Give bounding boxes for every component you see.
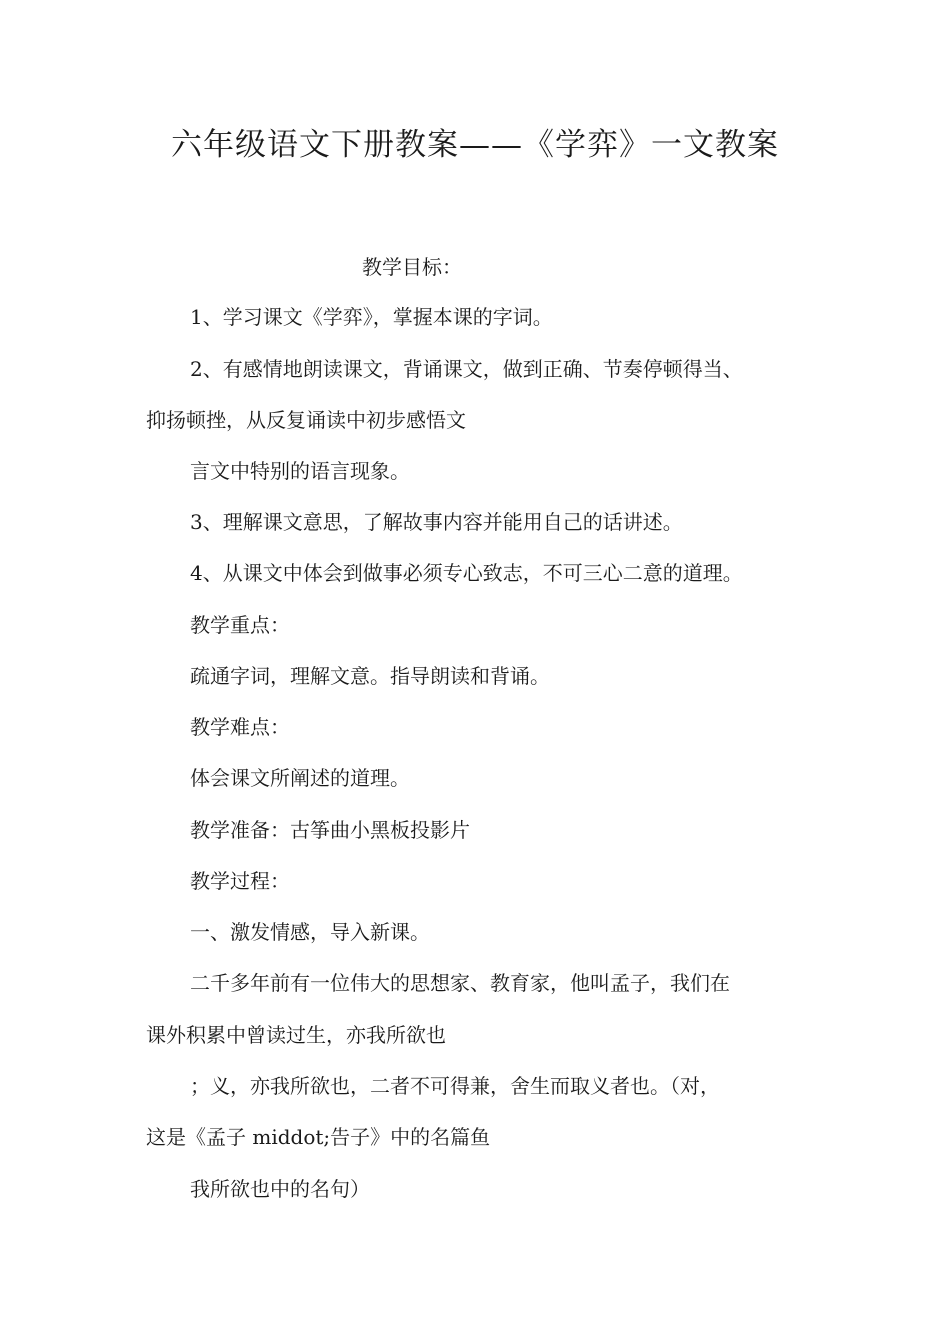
paragraph-line: 一、激发情感，导入新课。 bbox=[190, 920, 430, 944]
paragraph-line: 言文中特别的语言现象。 bbox=[190, 459, 410, 483]
paragraph-line: 2、有感情地朗读课文，背诵课文，做到正确、节奏停顿得当、 bbox=[190, 357, 743, 381]
section-heading-preparation: 教学准备：古筝曲小黑板投影片 bbox=[190, 818, 470, 842]
paragraph-line: 4、从课文中体会到做事必须专心致志，不可三心二意的道理。 bbox=[190, 561, 743, 585]
section-heading-difficulties: 教学难点： bbox=[190, 715, 290, 739]
paragraph-line: 疏通字词，理解文意。指导朗读和背诵。 bbox=[190, 664, 550, 688]
paragraph-line: 课外积累中曾读过生，亦我所欲也 bbox=[146, 1023, 446, 1047]
paragraph-line: 我所欲也中的名句） bbox=[190, 1177, 370, 1201]
document-title: 六年级语文下册教案——《学弈》一文教案 bbox=[171, 127, 779, 163]
paragraph-line: 二千多年前有一位伟大的思想家、教育家，他叫孟子，我们在 bbox=[190, 971, 730, 995]
paragraph-line: ；义，亦我所欲也，二者不可得兼，舍生而取义者也。（对， bbox=[190, 1074, 720, 1098]
paragraph-line: 体会课文所阐述的道理。 bbox=[190, 766, 410, 790]
section-heading-objectives: 教学目标： bbox=[362, 255, 462, 279]
section-heading-key-points: 教学重点： bbox=[190, 613, 290, 637]
paragraph-line: 3、理解课文意思，了解故事内容并能用自己的话讲述。 bbox=[190, 510, 683, 534]
paragraph-line: 这是《孟子 middot;告子》中的名篇鱼 bbox=[146, 1125, 491, 1149]
section-heading-process: 教学过程： bbox=[190, 869, 290, 893]
paragraph-line: 抑扬顿挫，从反复诵读中初步感悟文 bbox=[146, 408, 466, 432]
paragraph-line: 1、学习课文《学弈》，掌握本课的字词。 bbox=[190, 305, 553, 329]
